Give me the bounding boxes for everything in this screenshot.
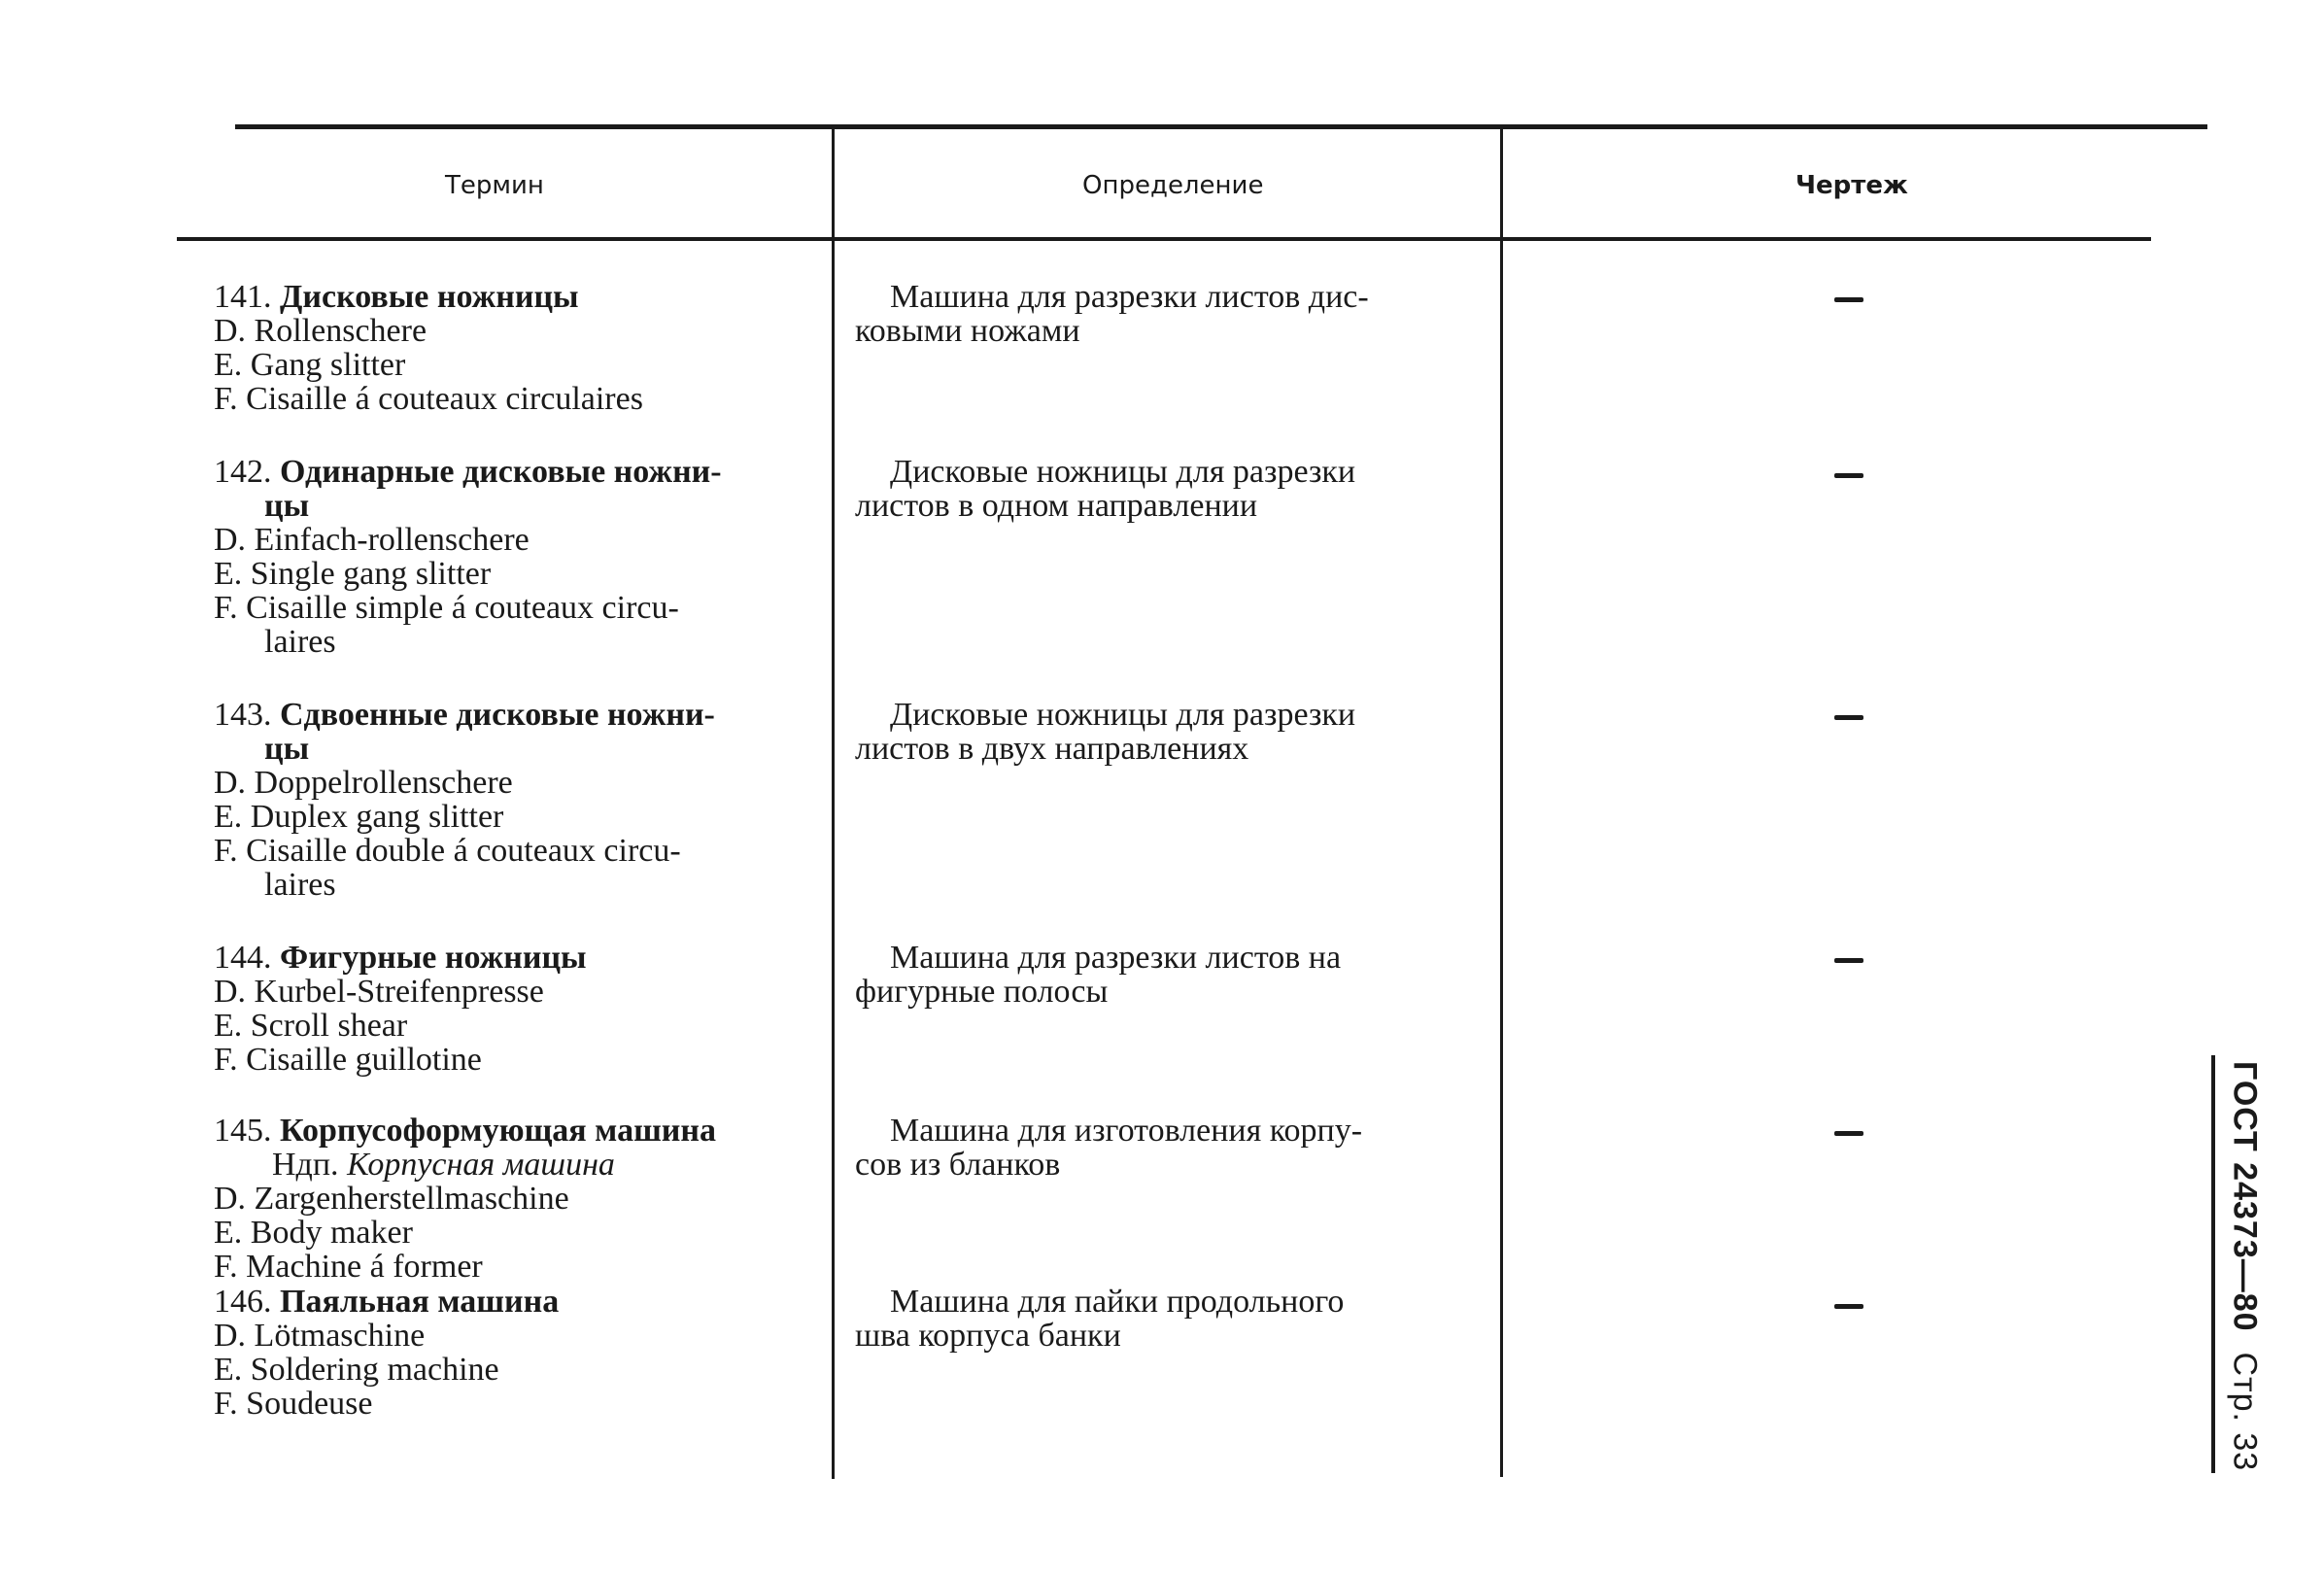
drawing-dash-142: [1834, 473, 1863, 478]
column-divider-2: [1500, 128, 1503, 1477]
definition-line: Машина для разрезки листов дис-: [890, 279, 1369, 315]
term-en: E. Scroll shear: [214, 1008, 408, 1044]
term-title: Сдвоенные дисковые ножни-: [280, 697, 715, 733]
definition-line: Дисковые ножницы для разрезки: [890, 454, 1356, 490]
term-de: D. Kurbel-Streifenpresse: [214, 974, 544, 1010]
term-de: D. Einfach-rollenschere: [214, 522, 530, 558]
header-bottom-rule: [177, 237, 2151, 241]
definition-142: [855, 455, 1477, 523]
definition-144: [855, 941, 1477, 1009]
term-title: Фигурные ножницы: [280, 940, 587, 976]
definition-145: [855, 1114, 1477, 1182]
page-number: Стр. 33: [2226, 1352, 2264, 1472]
term-number: 143.: [214, 697, 272, 733]
term-number: 145.: [214, 1113, 272, 1149]
drawing-dash-146: [1834, 1304, 1863, 1309]
term-number: 146.: [214, 1284, 272, 1320]
term-en: E. Soldering machine: [214, 1352, 499, 1388]
definition-141: [855, 280, 1477, 348]
term-entry-145: [214, 1114, 816, 1284]
drawing-dash-141: [1834, 297, 1863, 302]
definition-line: ковыми ножами: [855, 313, 1080, 349]
term-entry-141: [214, 280, 816, 416]
term-en: E. Gang slitter: [214, 347, 406, 383]
top-rule: [235, 124, 2207, 129]
term-fr: F. Cisaille guillotine: [214, 1042, 482, 1078]
definition-line: сов из бланков: [855, 1147, 1061, 1183]
definition-line: Машина для пайки продольного: [890, 1284, 1345, 1320]
term-title-continued: цы: [264, 731, 310, 767]
definition-line: листов в одном направлении: [855, 488, 1258, 524]
synonym-term: Корпусная машина: [347, 1147, 615, 1183]
term-en: E. Body maker: [214, 1215, 413, 1251]
term-title: Корпусоформующая машина: [280, 1113, 716, 1149]
side-label: [2225, 1061, 2264, 1472]
term-de: D. Lötmaschine: [214, 1318, 426, 1354]
definition-146: [855, 1285, 1477, 1353]
term-entry-143: [214, 698, 816, 902]
term-fr: F. Soudeuse: [214, 1386, 373, 1422]
header-definition: Определение: [1082, 171, 1264, 200]
term-de: D. Doppelrollenschere: [214, 765, 513, 801]
term-title-continued: цы: [264, 488, 310, 524]
definition-line: Машина для изготовления корпу-: [890, 1113, 1363, 1149]
definition-line: фигурные полосы: [855, 974, 1109, 1010]
drawing-dash-145: [1834, 1131, 1863, 1136]
term-title: Одинарные дисковые ножни-: [280, 454, 722, 490]
side-rule: [2211, 1055, 2215, 1473]
column-divider-1: [832, 128, 835, 1479]
term-fr: F. Cisaille double á couteaux circu-: [214, 833, 681, 869]
term-number: 141.: [214, 279, 272, 315]
definition-line: Машина для разрезки листов на: [890, 940, 1342, 976]
header-drawing: Чертеж: [1795, 171, 1908, 200]
term-entry-144: [214, 941, 816, 1077]
term-fr: F. Cisaille simple á couteaux circu-: [214, 590, 679, 626]
term-fr-continued: laires: [264, 624, 336, 660]
drawing-dash-143: [1834, 715, 1863, 720]
term-title: Паяльная машина: [280, 1284, 560, 1320]
definition-143: [855, 698, 1477, 766]
drawing-dash-144: [1834, 958, 1863, 963]
term-en: E. Single gang slitter: [214, 556, 492, 592]
term-de: D. Zargenherstellmaschine: [214, 1181, 569, 1217]
synonym-prefix: Ндп.: [272, 1147, 339, 1183]
term-de: D. Rollenschere: [214, 313, 427, 349]
term-number: 142.: [214, 454, 272, 490]
header-term: Термин: [445, 171, 544, 200]
term-en: E. Duplex gang slitter: [214, 799, 504, 835]
term-fr: F. Cisaille á couteaux circulaires: [214, 381, 643, 417]
definition-line: шва корпуса банки: [855, 1318, 1121, 1354]
definition-line: листов в двух направлениях: [855, 731, 1249, 767]
term-fr-continued: laires: [264, 867, 336, 903]
standard-number: ГОСТ 24373—80: [2226, 1061, 2264, 1332]
term-entry-142: [214, 455, 816, 659]
definition-line: Дисковые ножницы для разрезки: [890, 697, 1356, 733]
term-title: Дисковые ножницы: [280, 279, 579, 315]
term-entry-146: [214, 1285, 816, 1421]
term-fr: F. Machine á former: [214, 1249, 483, 1285]
term-number: 144.: [214, 940, 272, 976]
